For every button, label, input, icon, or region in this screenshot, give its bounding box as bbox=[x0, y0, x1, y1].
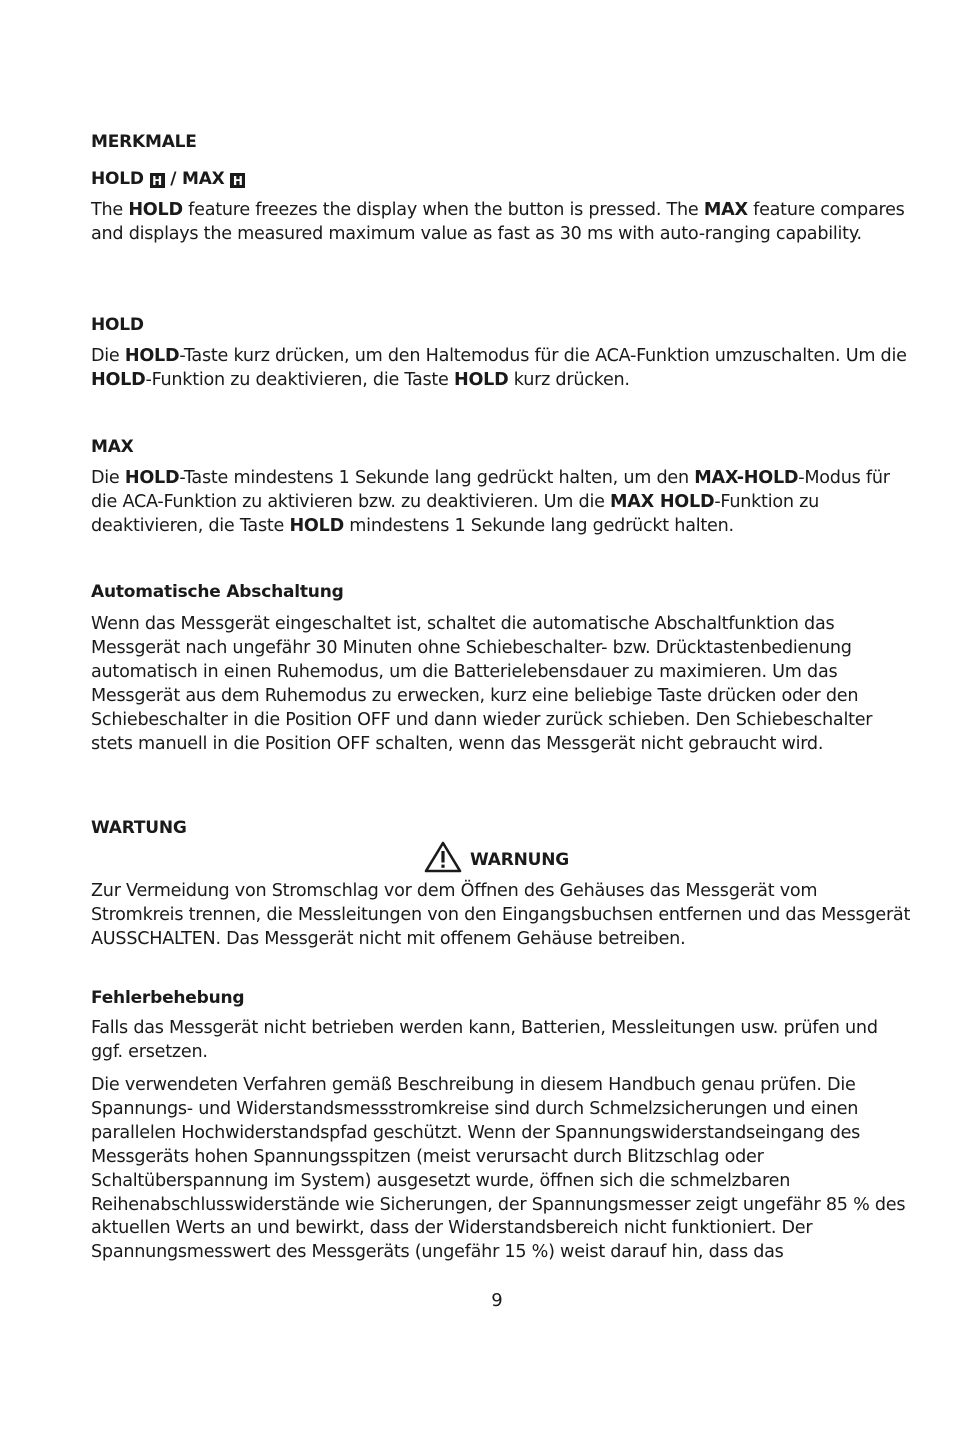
hold-max-paragraph bbox=[91, 199, 911, 247]
bold-run: HOLD bbox=[289, 515, 344, 536]
max-paragraph bbox=[91, 467, 911, 539]
bold-run: MAX HOLD bbox=[610, 491, 715, 512]
subheading-hold-text: HOLD bbox=[91, 169, 144, 189]
bold-run: HOLD bbox=[91, 369, 146, 390]
warning-triangle-icon bbox=[424, 841, 462, 873]
troubleshooting-paragraph-1: Falls das Messgerät nicht betrieben werden kann, Batterien, Messleitungen usw. prüfen und ggf. ersetzen. bbox=[91, 1018, 878, 1062]
text-run: -Funktion zu deaktivieren, die Taste bbox=[91, 491, 819, 536]
subheading-max-text: MAX bbox=[182, 169, 225, 189]
bold-run: HOLD bbox=[124, 346, 180, 366]
text-run: -Funktion zu deaktivieren, die Taste bbox=[145, 369, 454, 390]
text-run: -Taste kurz drücken, um den Haltemodus für die ACA-Funktion umzuschalten. Um die bbox=[179, 346, 907, 366]
text-run: -Taste mindestens 1 Sekunde lang gedrückt halten, um den bbox=[179, 468, 695, 488]
subheading-hold-max bbox=[91, 168, 245, 190]
auto-off-paragraph: Wenn das Messgerät eingeschaltet ist, schaltet die automatische Abschaltfunktion das Messgerät nach ungefähr 30 Minuten ohne Schiebeschalter- bzw. Drücktastenbedienung automatisch in einen Ruhemodus, um die Batterielebensdauer zu maximieren. Um das Messgerät aus dem Ruhemodus zu erwecken, kurz eine beliebige Taste drücken oder den Schiebeschalter in die Position OFF und dann wieder zurück schieben. Den Schiebeschalter stets manuell in die Position OFF schalten, wenn das Messgerät nicht gebraucht wird. bbox=[91, 614, 873, 754]
text-run: feature freezes the display when the button is pressed. The bbox=[182, 200, 704, 220]
troubleshooting-paragraph-2: Die verwendeten Verfahren gemäß Beschreibung in diesem Handbuch genau prüfen. Die Spannungs- und Widerstandsmessstromkreise sind durch Schmelzsicherungen und einen parallelen Hochwiderstandspfad geschützt. Wenn der Spannungswiderstandseingang des Messgeräts hohen Spannungsspitzen (meist verursacht durch Blitzschlag oder Schaltüberspannung im System) ausgesetzt wurde, öffnen sich die schmelzbaren Reihenabschlusswiderstände wie Sicherungen, der Spannungsmesser zeigt ungefähr 85 % des aktuellen Werts an und bewirkt, dass der Widerstandsbereich nicht funktioniert. Der Spannungsmesswert des Messgeräts (ungefähr 15 %) weist darauf hin, dass das bbox=[91, 1075, 906, 1263]
subheading-max: MAX bbox=[91, 437, 134, 457]
text-run: -Modus für die ACA-Funktion zu aktivieren bzw. zu deaktivieren. Um die bbox=[91, 468, 890, 512]
bold-run: HOLD bbox=[128, 200, 183, 220]
bold-run: MAX bbox=[703, 200, 748, 220]
hold-paragraph bbox=[91, 345, 911, 393]
warning-label: WARNUNG bbox=[470, 850, 570, 870]
text-run: feature compares and displays the measured maximum value as fast as 30 ms with auto-ranging capability. bbox=[91, 200, 905, 244]
subheading-separator: / bbox=[164, 169, 182, 189]
subheading-troubleshooting: Fehlerbehebung bbox=[91, 988, 245, 1008]
subheading-hold: HOLD bbox=[91, 315, 144, 335]
page-number: 9 bbox=[491, 1290, 503, 1311]
warning-paragraph: Zur Vermeidung von Stromschlag vor dem Öffnen des Gehäuses das Messgerät vom Stromkreis trennen, die Messleitungen von den Eingangsbuchsen entfernen und das Messgerät AUSSCHALTEN. Das Messgerät nicht mit offenem Gehäuse betreiben. bbox=[91, 881, 911, 949]
text-run: Die bbox=[91, 346, 125, 366]
text-run: Die bbox=[91, 468, 125, 488]
text-run: The bbox=[91, 200, 129, 220]
text-run: mindestens 1 Sekunde lang gedrückt halten. bbox=[343, 515, 734, 536]
section-heading-wartung: WARTUNG bbox=[91, 818, 187, 838]
warning-callout bbox=[424, 840, 569, 874]
bold-run: HOLD bbox=[124, 468, 180, 488]
bold-run: HOLD bbox=[453, 369, 509, 390]
subheading-auto-off: Automatische Abschaltung bbox=[91, 582, 344, 602]
section-heading-merkmale: MERKMALE bbox=[91, 132, 197, 152]
bold-run: MAX-HOLD bbox=[694, 468, 799, 488]
text-run: kurz drücken. bbox=[508, 369, 630, 390]
max-key-icon: H bbox=[230, 173, 245, 188]
hold-key-icon: H bbox=[150, 173, 165, 188]
